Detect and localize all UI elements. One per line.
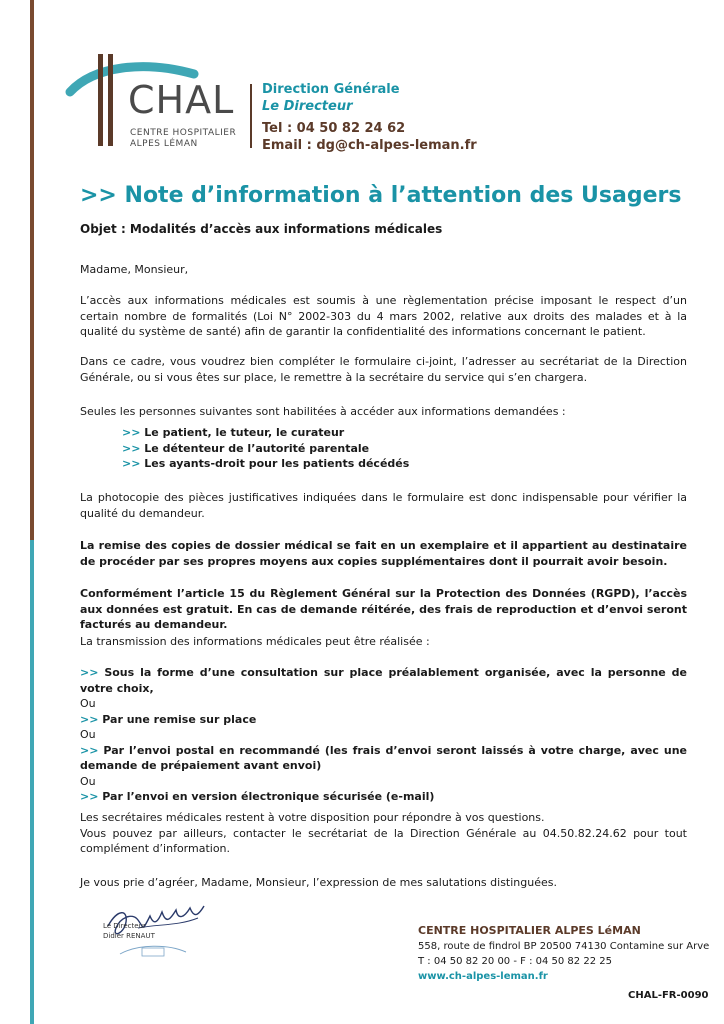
header-phone: Tel : 04 50 82 24 62 — [262, 121, 406, 136]
arrow-icon: >> — [80, 790, 99, 803]
greeting: Madame, Monsieur, — [80, 263, 189, 276]
or-separator: Ou — [80, 774, 96, 788]
authorized-persons-list — [122, 425, 409, 472]
paragraph-form: Dans ce cadre, vous voudrez bien compléter le formulaire ci-joint, l’adresser au secrétariat de la Direction Générale, ou si vous êtes sur place, le remettre à la secrétaire du service qui s’en chargera. — [80, 355, 687, 384]
arrow-icon: >> — [122, 457, 141, 470]
stamp-icon — [118, 940, 188, 960]
address-website-link[interactable]: www.ch-alpes-leman.fr — [418, 971, 548, 982]
logo-wordmark: CHAL — [128, 78, 235, 122]
logo-subtitle-line2: ALPES LÉMAN — [130, 139, 198, 149]
arrow-icon: >> — [122, 426, 141, 439]
paragraph-contact: Les secrétaires médicales restent à votre disposition pour répondre à vos questions. Vous pouvez par ailleurs, contacter le secrétariat de la Direction Générale au 04.50.82.24.62 pour tout complément d’information. — [80, 811, 687, 855]
list-item: >> Le détenteur de l’autorité parentale — [122, 441, 370, 455]
list-item: >> Par l’envoi en version électronique sécurisée (e-mail) — [80, 790, 435, 803]
list-item: >> Le patient, le tuteur, le curateur — [122, 426, 345, 439]
signature-role: Le Directeur — [103, 922, 146, 930]
address-street: 558, route de findrol BP 20500 74130 Contamine sur Arve — [418, 941, 710, 952]
arrow-icon: >> — [80, 712, 99, 726]
header-direction: Direction Générale — [262, 82, 400, 97]
paragraph-copies: La remise des copies de dossier médical se fait en un exemplaire et il appartient au destinataire de procéder par ses propres moyens aux copies supplémentaires dont il pourrait avoir besoin. — [80, 539, 687, 568]
paragraph-rgpd: Conformément l’article 15 du Règlement Général sur la Protection des Données (RGPD), l’accès aux données est gratuit. En cas de demande réitérée, des frais de reproduction et d’envoi seront facturés au demandeur. — [80, 587, 687, 631]
document-reference: CHAL-FR-0090 — [628, 990, 709, 1001]
transmission-options — [80, 665, 687, 805]
list-item: >> Par une remise sur place — [80, 712, 257, 726]
page-title: >> Note d’information à l’attention des Usagers — [80, 183, 682, 208]
arrow-icon: >> — [80, 743, 99, 757]
address-name: CENTRE HOSPITALIER ALPES LéMAN — [418, 924, 641, 937]
closing-salutation: Je vous prie d’agréer, Madame, Monsieur, l’expression de mes salutations distinguées. — [80, 876, 557, 889]
arrow-icon: >> — [80, 666, 99, 679]
signature-name: Didier RENAUT — [103, 932, 155, 940]
header-role: Le Directeur — [262, 99, 353, 114]
paragraph-authorized: Seules les personnes suivantes sont habilitées à accéder aux informations demandées : — [80, 405, 566, 418]
address-phone-fax: T : 04 50 82 20 00 - F : 04 50 82 22 25 — [418, 956, 612, 967]
list-item: >> Par l’envoi postal en recommandé (les frais d’envoi seront laissés à votre charge, avec une demande de prépaiement avant envoi) — [80, 743, 687, 772]
list-item: >> Sous la forme d’une consultation sur place préalablement organisée, avec la personne de votre choix, — [80, 666, 687, 695]
paragraph-regulation: L’accès aux informations médicales est soumis à une règlementation précise imposant le respect d’un certain nombre de formalités (Loi N° 2002-303 du 4 mars 2002, relative aux droits des malades et à la qualité du système de santé) afin de garantir la confidentialité des informations concernant le patient. — [80, 294, 687, 338]
or-separator: Ou — [80, 697, 96, 710]
subject-line: Objet : Modalités d’accès aux informations médicales — [80, 222, 443, 236]
paragraph-photocopy: La photocopie des pièces justificatives indiquées dans le formulaire est donc indispensable pour vérifier la qualité du demandeur. — [80, 491, 687, 520]
header-email: Email : dg@ch-alpes-leman.fr — [262, 138, 477, 153]
logo-divider — [250, 84, 252, 148]
or-separator: Ou — [80, 728, 96, 741]
logo-subtitle-line1: CENTRE HOSPITALIER — [130, 128, 237, 138]
list-item: >> Les ayants-droit pour les patients décédés — [122, 457, 410, 470]
paragraph-transmission: La transmission des informations médicales peut être réalisée : — [80, 635, 430, 648]
arrow-icon: >> — [122, 441, 141, 455]
left-accent-bar — [30, 540, 34, 1024]
